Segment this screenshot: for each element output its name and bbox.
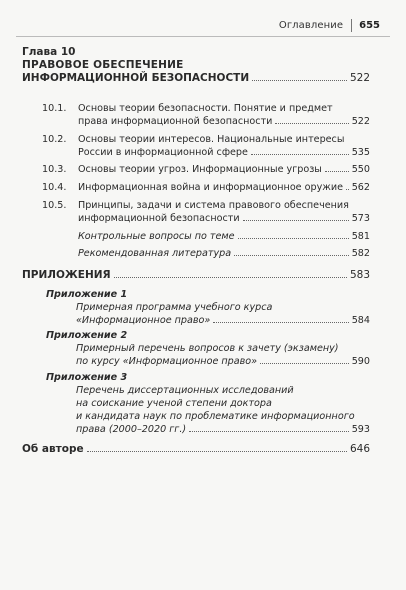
- about-page: 646: [349, 443, 370, 455]
- appendix-label: Приложение 1: [46, 289, 128, 300]
- section-page: 573: [351, 213, 370, 224]
- entry-page: 581: [351, 231, 370, 242]
- section-number: 10.2.: [42, 134, 67, 145]
- leader-dots: [114, 277, 347, 278]
- appendix-line: и кандидата наук по проблематике информационного: [76, 411, 355, 422]
- leader-dots: [251, 154, 349, 155]
- chapter-page: 522: [349, 72, 370, 84]
- leader-dots: [325, 171, 349, 172]
- about-title: Об авторе: [22, 443, 84, 455]
- appendix-page: 584: [351, 315, 370, 326]
- section-number: 10.3.: [42, 164, 67, 175]
- section-number: 10.4.: [42, 182, 67, 193]
- section-number: 10.5.: [42, 200, 67, 211]
- leader-dots: [87, 451, 347, 452]
- appendix-page: 593: [351, 424, 370, 435]
- section-title-line1: Основы теории интересов. Национальные интересы: [78, 134, 345, 145]
- appendix-line: Примерная программа учебного курса: [76, 302, 273, 313]
- section-title-line1: Основы теории угроз. Информационные угрозы: [78, 164, 322, 175]
- appendix-label: Приложение 2: [46, 330, 128, 341]
- leader-dots: [243, 220, 349, 221]
- toc-entry-appendix-2[interactable]: [76, 355, 370, 368]
- entry-title: Контрольные вопросы по теме: [78, 231, 235, 242]
- section-title-line2: права информационной безопасности: [78, 116, 273, 127]
- leader-dots: [346, 189, 349, 190]
- toc-entry-10-5[interactable]: [78, 212, 370, 225]
- toc-entry-appendices[interactable]: [22, 269, 370, 282]
- header-rule: [16, 36, 390, 37]
- header-divider: [351, 19, 352, 32]
- appendix-line: права (2000–2020 гг.): [76, 424, 187, 435]
- chapter-title-line2: ИНФОРМАЦИОННОЙ БЕЗОПАСНОСТИ: [22, 72, 250, 84]
- toc-entry-appendix-3[interactable]: [76, 423, 370, 436]
- chapter-label: Глава 10: [22, 46, 76, 58]
- entry-page: 582: [351, 248, 370, 259]
- toc-entry-10-1[interactable]: [78, 115, 370, 128]
- chapter-entry[interactable]: [22, 72, 370, 85]
- appendix-line: «Информационное право»: [76, 315, 211, 326]
- toc-entry-recommended-literature[interactable]: [78, 247, 370, 260]
- section-title-line2: информационной безопасности: [78, 213, 240, 224]
- entry-title: Рекомендованная литература: [78, 248, 232, 259]
- section-number: 10.1.: [42, 103, 67, 114]
- appendices-title: ПРИЛОЖЕНИЯ: [22, 269, 111, 281]
- appendix-line: на соискание ученой степени доктора: [76, 398, 272, 409]
- leader-dots: [213, 322, 348, 323]
- header-section-title: Оглавление: [278, 19, 344, 31]
- running-header: [279, 14, 380, 36]
- leader-dots: [238, 238, 349, 239]
- header-page-number: 655: [359, 19, 380, 31]
- toc-entry-appendix-1[interactable]: [76, 314, 370, 327]
- section-page: 522: [351, 116, 370, 127]
- leader-dots: [260, 363, 349, 364]
- toc-entry-10-4[interactable]: [78, 181, 370, 194]
- leader-dots: [189, 431, 349, 432]
- appendix-page: 590: [351, 356, 370, 367]
- toc-entry-about-author[interactable]: [22, 443, 370, 456]
- leader-dots: [275, 123, 348, 124]
- appendices-page: 583: [349, 269, 370, 281]
- section-page: 535: [351, 147, 370, 158]
- toc-entry-10-3[interactable]: [78, 163, 370, 176]
- section-title-line1: Принципы, задачи и система правового обеспечения: [78, 200, 349, 211]
- appendix-line: по курсу «Информационное право»: [76, 356, 258, 367]
- leader-dots: [234, 255, 349, 256]
- toc-entry-10-2[interactable]: [78, 146, 370, 159]
- section-title-line1: Основы теории безопасности. Понятие и предмет: [78, 103, 333, 114]
- leader-dots: [252, 80, 347, 81]
- toc-entry-control-questions[interactable]: [78, 230, 370, 243]
- chapter-title-line1: ПРАВОВОЕ ОБЕСПЕЧЕНИЕ: [22, 59, 184, 71]
- section-page: 562: [351, 182, 370, 193]
- appendix-line: Примерный перечень вопросов к зачету (экзамену): [76, 343, 339, 354]
- section-page: 550: [351, 164, 370, 175]
- appendix-label: Приложение 3: [46, 372, 128, 383]
- section-title-line1: Информационная война и информационное оружие: [78, 182, 344, 193]
- appendix-line: Перечень диссертационных исследований: [76, 385, 294, 396]
- section-title-line2: России в информационной сфере: [78, 147, 248, 158]
